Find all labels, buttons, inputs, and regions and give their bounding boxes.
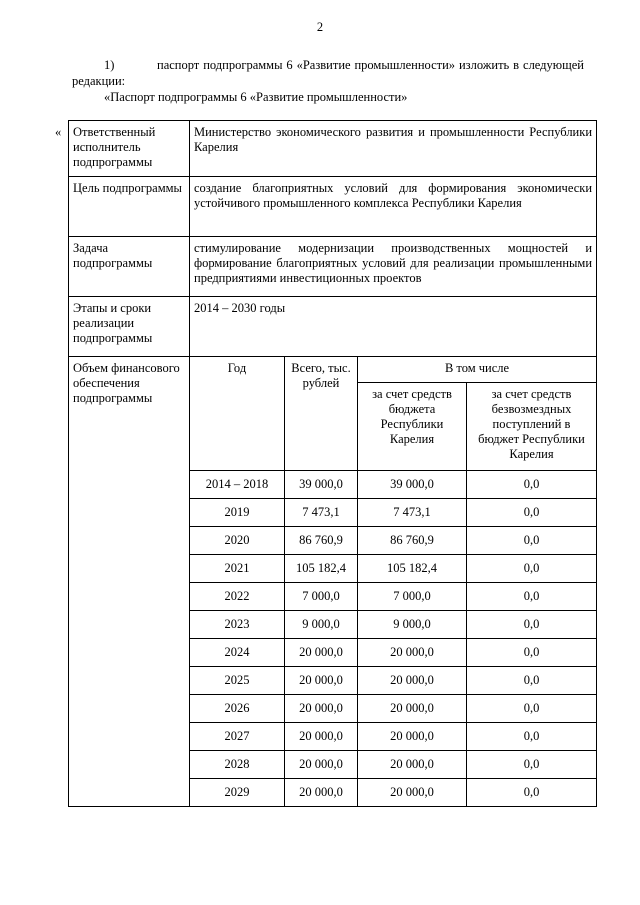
stages-row (69, 297, 597, 357)
grants-cell: 0,0 (467, 555, 597, 583)
grants-cell: 0,0 (467, 611, 597, 639)
total-cell: 105 182,4 (285, 555, 358, 583)
budget-cell: 20 000,0 (358, 639, 467, 667)
budget-cell: 20 000,0 (358, 779, 467, 807)
year-cell: 2028 (190, 751, 285, 779)
budget-cell: 20 000,0 (358, 751, 467, 779)
year-cell: 2021 (190, 555, 285, 583)
year-cell: 2026 (190, 695, 285, 723)
grants-cell: 0,0 (467, 751, 597, 779)
grants-cell: 0,0 (467, 723, 597, 751)
grants-cell: 0,0 (467, 583, 597, 611)
budget-cell: 20 000,0 (358, 723, 467, 751)
year-cell: 2029 (190, 779, 285, 807)
budget-cell: 7 473,1 (358, 499, 467, 527)
total-cell: 9 000,0 (285, 611, 358, 639)
year-cell: 2025 (190, 667, 285, 695)
budget-cell: 20 000,0 (358, 667, 467, 695)
grants-cell: 0,0 (467, 639, 597, 667)
budget-cell: 7 000,0 (358, 583, 467, 611)
total-cell: 20 000,0 (285, 695, 358, 723)
executor-value: Министерство экономического развития и промышленности Республики Карелия (190, 121, 597, 177)
funding-label: Объем финансового обеспечения подпрограммы (69, 357, 190, 807)
budget-cell: 9 000,0 (358, 611, 467, 639)
total-cell: 20 000,0 (285, 667, 358, 695)
intro-text: паспорт подпрограммы 6 «Развитие промышленности» изложить в следующей редакции: (72, 58, 584, 88)
year-cell: 2022 (190, 583, 285, 611)
task-value: стимулирование модернизации производственных мощностей и формирование благоприятных условий для реализации промышленными предприятиями инвестиционных проектов (190, 237, 597, 297)
intro-paragraph (72, 57, 584, 89)
goal-value: создание благоприятных условий для формирования экономически устойчивого промышленного комплекса Республики Карелия (190, 177, 597, 237)
total-cell: 20 000,0 (285, 639, 358, 667)
stages-label: Этапы и сроки реализации подпрограммы (69, 297, 190, 357)
total-cell: 20 000,0 (285, 751, 358, 779)
opening-quote: « (55, 125, 62, 139)
year-cell: 2024 (190, 639, 285, 667)
budget-cell: 20 000,0 (358, 695, 467, 723)
year-cell: 2019 (190, 499, 285, 527)
total-cell: 20 000,0 (285, 723, 358, 751)
item-number: 1) (104, 58, 115, 72)
funding-header-row (69, 357, 597, 383)
year-cell: 2020 (190, 527, 285, 555)
executor-label: Ответственный исполнитель подпрограммы (69, 121, 190, 177)
budget-cell: 105 182,4 (358, 555, 467, 583)
year-cell: 2027 (190, 723, 285, 751)
task-row (69, 237, 597, 297)
total-cell: 7 000,0 (285, 583, 358, 611)
grants-cell: 0,0 (467, 695, 597, 723)
executor-row (69, 121, 597, 177)
budget-cell: 39 000,0 (358, 471, 467, 499)
budget-header: за счет средств бюджета Республики Карелия (358, 383, 467, 471)
passport-table (68, 120, 597, 807)
year-cell: 2023 (190, 611, 285, 639)
total-cell: 39 000,0 (285, 471, 358, 499)
total-header: Всего, тыс. рублей (285, 357, 358, 471)
grants-cell: 0,0 (467, 499, 597, 527)
total-cell: 20 000,0 (285, 779, 358, 807)
year-header: Год (190, 357, 285, 471)
stages-value: 2014 – 2030 годы (190, 297, 597, 357)
goal-label: Цель подпрограммы (69, 177, 190, 237)
total-cell: 7 473,1 (285, 499, 358, 527)
year-cell: 2014 – 2018 (190, 471, 285, 499)
grants-cell: 0,0 (467, 779, 597, 807)
grants-header: за счет средств безвозмездных поступлений в бюджет Республики Карелия (467, 383, 597, 471)
grants-cell: 0,0 (467, 667, 597, 695)
task-label: Задача подпрограммы (69, 237, 190, 297)
including-header: В том числе (358, 357, 597, 383)
page-number: 2 (316, 20, 324, 34)
passport-heading: «Паспорт подпрограммы 6 «Развитие промышленности» (104, 90, 408, 104)
grants-cell: 0,0 (467, 471, 597, 499)
grants-cell: 0,0 (467, 527, 597, 555)
total-cell: 86 760,9 (285, 527, 358, 555)
budget-cell: 86 760,9 (358, 527, 467, 555)
goal-row (69, 177, 597, 237)
